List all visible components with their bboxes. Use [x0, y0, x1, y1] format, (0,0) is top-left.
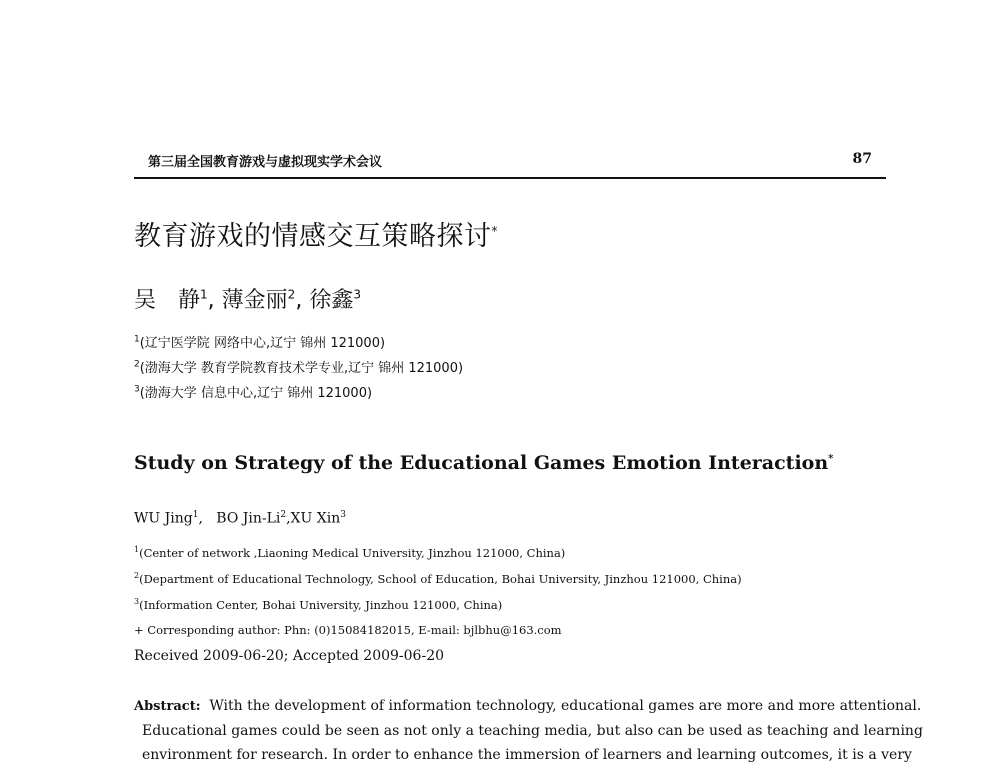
affiliation-text: (Center of network ,Liaoning Medical University, Jinzhou 121000, China): [139, 545, 566, 560]
chinese-title-mark: *: [491, 224, 498, 238]
chinese-affiliation-1: [134, 332, 385, 351]
author-3-name: 徐鑫: [309, 288, 354, 313]
abstract-line-3: environment for research. In order to enhance the immersion of learners and learning outcomes, it is a very: [142, 747, 912, 763]
affiliation-sup: 1: [134, 545, 140, 554]
english-title-mark: *: [828, 453, 834, 465]
english-affiliation-1: [134, 545, 565, 560]
english-authors: [134, 510, 346, 527]
abstract-line-1: [134, 694, 922, 719]
abstract-label: Abstract:: [134, 699, 201, 714]
author-1-name: 吴 静: [134, 288, 201, 313]
author-2-name: 薄金丽: [221, 288, 288, 313]
affiliation-text: (辽宁医学院 网络中心,辽宁 锦州 121000): [139, 336, 386, 351]
author-separator: ,: [207, 288, 215, 313]
en-author-separator: ,: [198, 510, 217, 527]
en-author-1: WU Jing: [134, 510, 193, 527]
affiliation-sup: 3: [134, 597, 140, 606]
chinese-affiliation-2: [134, 357, 463, 376]
english-affiliation-2: [134, 571, 742, 586]
en-author-2: BO Jin-Li: [216, 510, 281, 527]
affiliation-sup: 2: [134, 571, 140, 580]
abstract-text: With the development of information technology, educational games are more and more attentional.: [209, 698, 922, 714]
affiliation-sup: 1: [134, 334, 140, 345]
running-header: [134, 151, 886, 177]
author-3-sup: 3: [353, 287, 361, 302]
chinese-affiliation-3: [134, 382, 372, 401]
affiliation-sup: 3: [134, 384, 140, 395]
affiliation-text: (渤海大学 教育学院教育技术学专业,辽宁 锦州 121000): [139, 361, 464, 376]
chinese-authors: [134, 283, 361, 314]
en-author-2-sup: 2: [280, 510, 287, 520]
english-title-text: Study on Strategy of the Educational Games Emotion Interaction: [134, 452, 829, 474]
affiliation-text: (渤海大学 信息中心,辽宁 锦州 121000): [139, 386, 373, 401]
corresponding-author: + Corresponding author: Phn: (0)15084182015, E-mail: bjlbhu@163.com: [134, 623, 562, 637]
english-title: [134, 452, 833, 474]
english-affiliation-3: [134, 597, 502, 612]
received-dates: Received 2009-06-20; Accepted 2009-06-20: [134, 648, 445, 664]
author-separator: ,: [295, 288, 303, 313]
affiliation-text: (Information Center, Bohai University, Jinzhou 121000, China): [139, 597, 503, 612]
conference-name: 第三届全国教育游戏与虚拟现实学术会议: [148, 155, 383, 170]
en-author-3-sup: 3: [340, 510, 346, 520]
abstract: [134, 694, 923, 767]
author-2-sup: 2: [287, 287, 296, 302]
author-1-sup: 1: [200, 287, 208, 302]
en-author-1-sup: 1: [192, 510, 199, 520]
page-number: 87: [852, 151, 872, 167]
chinese-title: [134, 214, 498, 253]
abstract-line-2: Educational games could be seen as not only a teaching media, but also can be used as teaching and learning: [142, 723, 923, 739]
affiliation-text: (Department of Educational Technology, School of Education, Bohai University, Jinzhou 121000, China): [139, 571, 742, 586]
en-author-3: ,XU Xin: [286, 510, 341, 527]
chinese-title-text: 教育游戏的情感交互策略探讨: [134, 221, 492, 252]
affiliation-sup: 2: [134, 359, 140, 370]
header-rule: [134, 177, 886, 179]
